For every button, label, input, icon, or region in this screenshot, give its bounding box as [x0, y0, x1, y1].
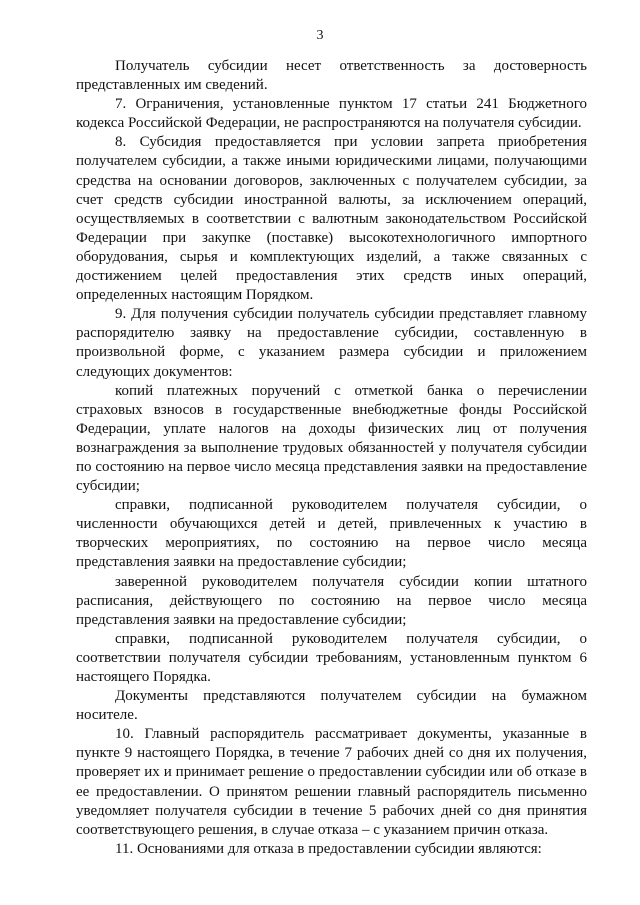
list-item-compliance-certificate: справки, подписанной руководителем получателя субсидии, о соответствии получателя субсидии требованиям, установленным пунктом 6 настоящего Порядка. [76, 630, 587, 685]
paragraph-8-currency-ban: 8. Субсидия предоставляется при условии запрета приобретения получателем субсидии, а также иными юридическими лицами, получающими средства на основании договоров, заключенных с получателем субсидии, за счет средств субсидии иностранной валюты, за исключением операций, осуществляемых в соответствии с валютным законодательством Российской Федерации при закупке (поставке) высокотехнологичного импортного оборудования, сырья и комплектующих изделий, а также связанных с достижением целей предоставления этих средств иных операций, определенных настоящим Порядком. [76, 134, 587, 304]
list-item-students-certificate: справки, подписанной руководителем получателя субсидии, о численности обучающихся детей и детей, привлеченных к участию в творческих мероприятиях, по состоянию на первое число месяца представления заявки на предоставление субсидии; [76, 497, 587, 571]
paragraph-paper-documents: Документы представляются получателем субсидии на бумажном носителе. [76, 688, 587, 724]
paragraph-10-review: 10. Главный распорядитель рассматривает документы, указанные в пункте 9 настоящего Порядка, в течение 7 рабочих дней со дня их получения, проверяет их и принимает решение о предоставлении субсидии или об отказе в ее предоставлении. О принятом решении главный распорядитель письменно уведомляет получателя субсидии в течение 5 рабочих дней со дня принятия соответствующего решения, в случае отказа – с указанием причин отказа. [76, 726, 587, 838]
paragraph-9-application: 9. Для получения субсидии получатель субсидии представляет главному распорядителю заявку на предоставление субсидии, составленную в произвольной форме, с указанием размера субсидии и приложением следующих документов: [76, 306, 587, 380]
paragraph-7-restrictions: 7. Ограничения, установленные пунктом 17 статьи 241 Бюджетного кодекса Российской Федерации, не распространяются на получателя субсидии. [76, 96, 587, 132]
page-number: 3 [316, 28, 324, 43]
document-body [76, 57, 587, 859]
paragraph-responsibility: Получатель субсидии несет ответственность за достоверность представленных им сведений. [76, 58, 587, 94]
list-item-payment-orders: копий платежных поручений с отметкой банка о перечислении страховых взносов в государственные внебюджетные фонды Российской Федерации, уплате налогов на доходы физических лиц от получения вознаграждения за выполнение трудовых обязанностей у получателя субсидии по состоянию на первое число месяца представления заявки на предоставление субсидии; [76, 382, 587, 495]
paragraph-11-refusal-grounds: 11. Основаниями для отказа в предоставлении субсидии являются: [115, 840, 542, 857]
list-item-staff-schedule: заверенной руководителем получателя субсидии копии штатного расписания, действующего по состоянию на первое число месяца представления заявки на предоставление субсидии; [76, 573, 587, 628]
